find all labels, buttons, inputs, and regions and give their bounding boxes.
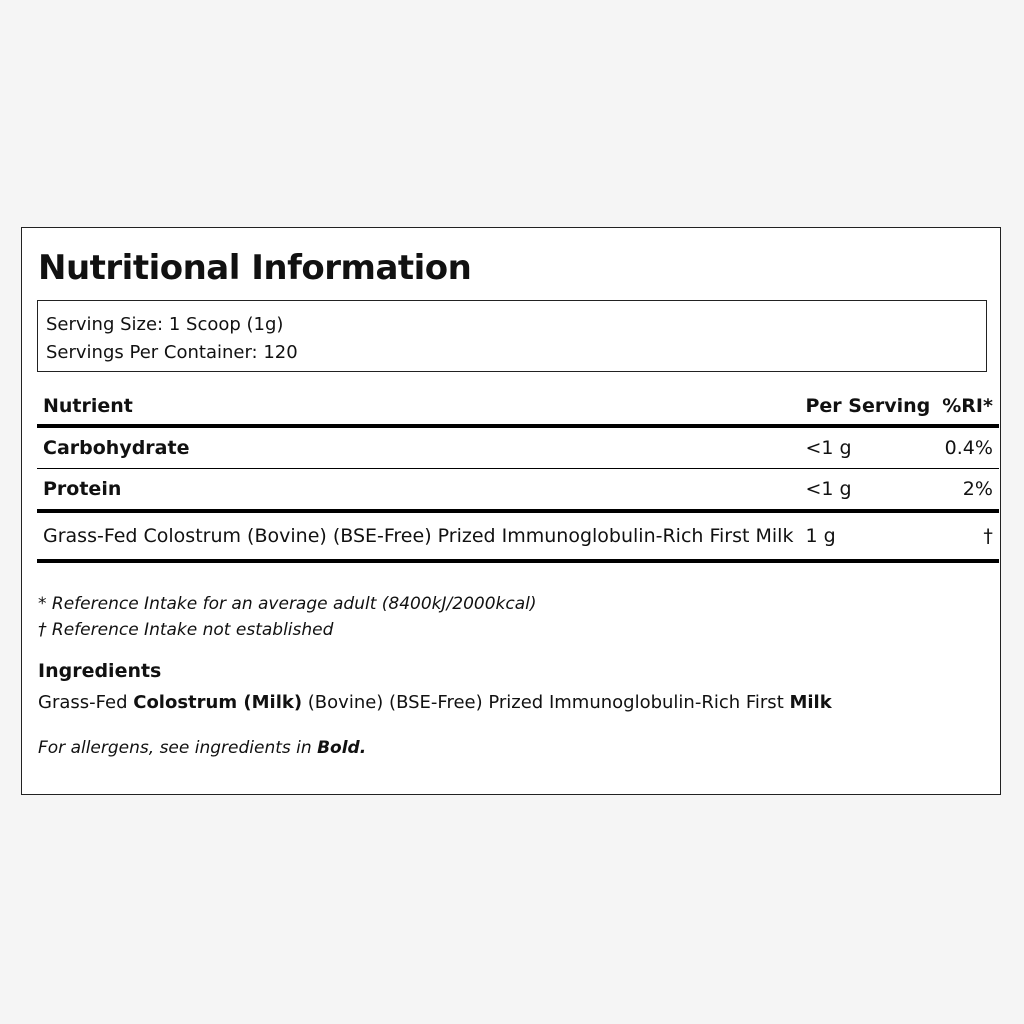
per-serving-value: <1 g (799, 469, 936, 512)
table-row (37, 511, 999, 561)
ri-value: 2% (936, 469, 999, 512)
servings-per-container: Servings Per Container: 120 (46, 342, 298, 363)
header-ri: %RI* (936, 388, 999, 426)
allergen-bold: Bold. (317, 738, 367, 758)
table-header-row (37, 388, 999, 426)
table-row (37, 426, 999, 469)
ri-value: 0.4% (936, 426, 999, 469)
per-serving-value: 1 g (799, 511, 936, 561)
header-nutrient: Nutrient (37, 388, 799, 426)
footnotes (38, 591, 537, 643)
serving-size: Serving Size: 1 Scoop (1g) (46, 314, 284, 335)
ingredients-text (38, 692, 832, 713)
serving-info-box (37, 300, 987, 372)
footnote-reference-intake: * Reference Intake for an average adult (8400kJ/2000kcal) (38, 594, 537, 614)
ingredients-allergen: Colostrum (Milk) (133, 692, 303, 713)
ingredients-heading: Ingredients (38, 660, 162, 682)
nutrient-name: Protein (37, 469, 799, 512)
nutrition-table (37, 388, 999, 563)
ingredients-part: (Bovine) (BSE-Free) Prized Immunoglobulin-Rich First (302, 692, 790, 713)
allergen-text: For allergens, see ingredients in (38, 738, 318, 758)
page-title: Nutritional Information (38, 248, 472, 288)
per-serving-value: <1 g (799, 426, 936, 469)
ingredients-allergen: Milk (789, 692, 832, 713)
nutrient-name: Carbohydrate (37, 426, 799, 469)
ingredients-part: Grass-Fed (38, 692, 134, 713)
footnote-not-established: † Reference Intake not established (38, 620, 334, 640)
allergen-note (38, 738, 366, 758)
ri-value: † (936, 511, 999, 561)
table-row (37, 469, 999, 512)
nutrient-name: Grass-Fed Colostrum (Bovine) (BSE-Free) Prized Immunoglobulin-Rich First Milk (37, 511, 799, 561)
nutrition-panel (21, 227, 1001, 795)
header-per-serving: Per Serving (799, 388, 936, 426)
